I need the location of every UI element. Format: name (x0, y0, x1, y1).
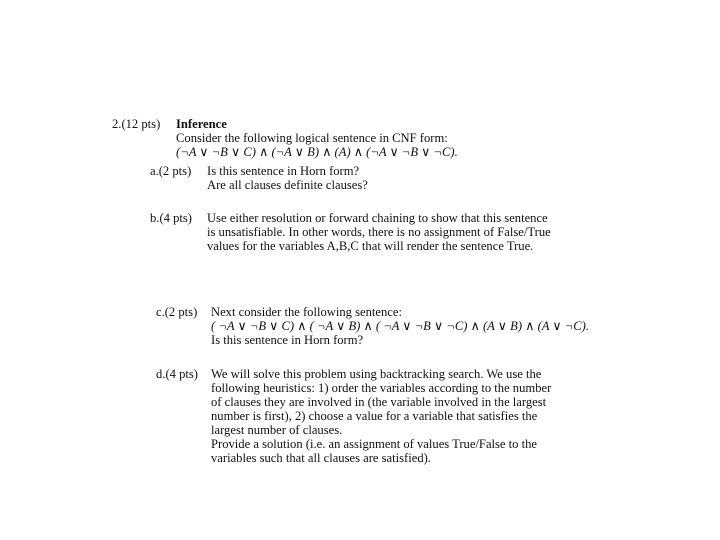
part-b-line: Use either resolution or forward chaining to show that this sentence (207, 211, 548, 225)
part-d-line: variables such that all clauses are satisfied). (211, 451, 431, 465)
part-d-line: number is first), 2) choose a value for a variable that satisfies the (211, 409, 538, 423)
part-d-line: Provide a solution (i.e. an assignment of values True/False to the (211, 437, 537, 451)
part-d-line: We will solve this problem using backtracking search. We use the (211, 367, 542, 381)
problem-intro: Consider the following logical sentence in CNF form: (176, 131, 448, 145)
part-a-line: Is this sentence in Horn form? (207, 164, 360, 178)
part-b-label: b.(4 pts) (150, 211, 192, 225)
part-d-label: d.(4 pts) (156, 367, 198, 381)
part-b-line: is unsatisfiable. In other words, there is no assignment of False/True (207, 225, 551, 239)
part-b-line: values for the variables A,B,C that will render the sentence True. (207, 239, 534, 253)
problem-title: Inference (176, 117, 227, 131)
part-d-line: of clauses they are involved in (the variable involved in the largest (211, 395, 547, 409)
part-d-line: following heuristics: 1) order the variables according to the number (211, 381, 552, 395)
part-a-label: a.(2 pts) (150, 164, 192, 178)
problem-formula: (¬A ∨ ¬B ∨ C) ∧ (¬A ∨ B) ∧ (A) ∧ (¬A ∨ ¬B ∨ ¬C). (176, 145, 458, 159)
part-c-line: Is this sentence in Horn form? (211, 333, 364, 347)
problem-points: 2.(12 pts) (112, 117, 161, 131)
part-c-label: c.(2 pts) (156, 305, 198, 319)
part-d-line: largest number of clauses. (211, 423, 343, 437)
part-a-line: Are all clauses definite clauses? (207, 178, 368, 192)
part-c-formula: ( ¬A ∨ ¬B ∨ C) ∧ ( ¬A ∨ B) ∧ ( ¬A ∨ ¬B ∨ ¬C) ∧ (A ∨ B) ∧ (A ∨ ¬C). (211, 319, 589, 333)
part-c-line: Next consider the following sentence: (211, 305, 402, 319)
